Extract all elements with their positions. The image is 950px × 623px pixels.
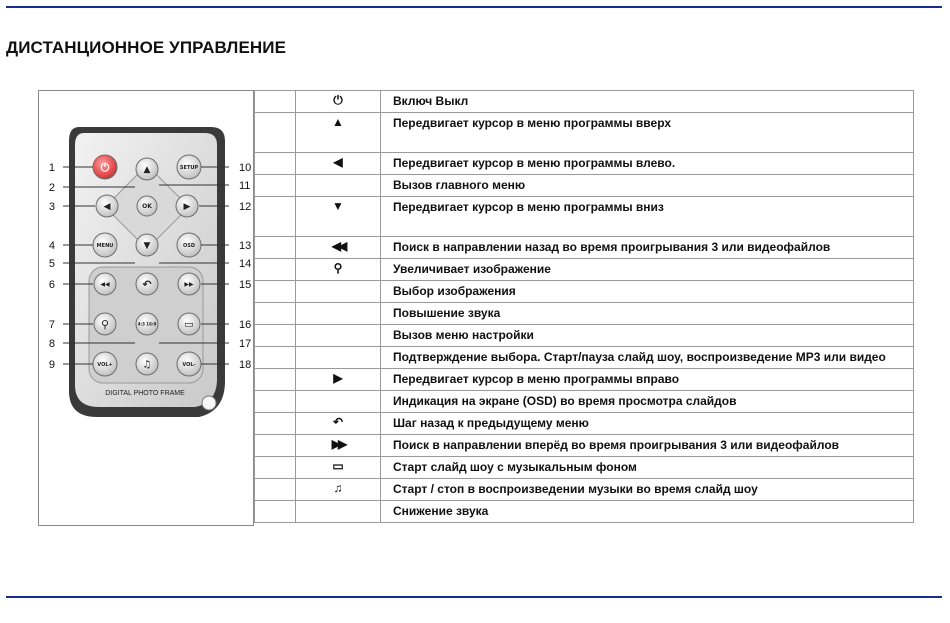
table-row: [255, 347, 914, 369]
row-number-cell: [255, 413, 296, 435]
up-button[interactable]: [136, 158, 158, 180]
row-description: Снижение звука: [381, 501, 914, 523]
svg-text:▲: ▲: [143, 165, 151, 176]
table-row: [255, 91, 914, 113]
table-row: [255, 501, 914, 523]
svg-text:SETUP: SETUP: [179, 164, 199, 171]
row-description: Индикация на экране (OSD) во время просмотра слайдов: [381, 391, 914, 413]
row-number-cell: [255, 391, 296, 413]
table-row: [255, 303, 914, 325]
bottom-rule: [6, 596, 942, 598]
row-description: Повышение звука: [381, 303, 914, 325]
row-description: Шаг назад к предыдущему меню: [381, 413, 914, 435]
row-description: Передвигает курсор в меню программы вверх: [381, 113, 914, 153]
zoom-button[interactable]: [94, 313, 116, 335]
svg-text:11: 11: [239, 180, 251, 192]
row-icon-cell: [296, 303, 381, 325]
row-number-cell: [255, 281, 296, 303]
svg-text:OSD: OSD: [182, 242, 196, 249]
row-icon-cell: [296, 197, 381, 237]
row-icon-cell: [296, 113, 381, 153]
row-number-cell: [255, 369, 296, 391]
return-icon: ↶: [332, 415, 344, 429]
vol-minus-button[interactable]: [177, 352, 201, 376]
remote-control-illustration: [39, 91, 255, 527]
row-number-cell: [255, 347, 296, 369]
page-title: ДИСТАНЦИОННОЕ УПРАВЛЕНИЕ: [6, 38, 287, 57]
row-number-cell: [255, 91, 296, 113]
table-row: [255, 113, 914, 153]
power-icon: ⏻: [333, 93, 343, 107]
row-number-cell: [255, 113, 296, 153]
table-row: [255, 413, 914, 435]
svg-text:VOL+: VOL+: [97, 361, 113, 368]
table-row: [255, 197, 914, 237]
table-row: [255, 457, 914, 479]
svg-text:2: 2: [48, 182, 55, 194]
music-icon: ♫: [333, 481, 343, 495]
table-row: [255, 391, 914, 413]
top-rule: [6, 6, 942, 8]
svg-text:4: 4: [48, 240, 55, 252]
row-description: Подтверждение выбора. Старт/пауза слайд шоу, воспроизведение МР3 или видео: [381, 347, 914, 369]
vol-plus-button[interactable]: [93, 352, 117, 376]
row-icon-cell: [296, 153, 381, 175]
row-number-cell: [255, 479, 296, 501]
remote-image-cell: [38, 90, 254, 526]
zoom-icon: ⚲: [333, 261, 343, 275]
row-number-cell: [255, 501, 296, 523]
svg-text:17: 17: [239, 338, 252, 350]
power-button[interactable]: [93, 155, 117, 179]
row-number-cell: [255, 197, 296, 237]
svg-text:10: 10: [239, 162, 252, 174]
svg-text:⏻: ⏻: [100, 160, 110, 174]
svg-text:▶: ▶: [183, 202, 191, 213]
row-number-cell: [255, 153, 296, 175]
right-button[interactable]: [176, 195, 198, 217]
svg-text:♫: ♫: [142, 359, 152, 371]
setup-button[interactable]: [177, 155, 201, 179]
svg-text:⚲: ⚲: [100, 317, 110, 331]
row-number-cell: [255, 303, 296, 325]
svg-text:9: 9: [48, 359, 55, 371]
row-description: Вызов главного меню: [381, 175, 914, 197]
row-icon-cell: [296, 347, 381, 369]
slideshow-icon: ▭: [332, 459, 344, 473]
svg-text:↶: ↶: [142, 277, 152, 291]
row-number-cell: [255, 259, 296, 281]
svg-text:5: 5: [48, 258, 55, 270]
row-icon-cell: [296, 501, 381, 523]
return-button[interactable]: [136, 273, 158, 295]
row-icon-cell: [296, 479, 381, 501]
svg-text:▶▶: ▶▶: [184, 281, 194, 289]
svg-text:1: 1: [48, 162, 55, 174]
row-icon-cell: [296, 175, 381, 197]
down-button[interactable]: [136, 234, 158, 256]
row-icon-cell: [296, 281, 381, 303]
svg-text:4:3 16:9: 4:3 16:9: [137, 321, 157, 327]
svg-text:16: 16: [239, 319, 252, 331]
row-number-cell: [255, 325, 296, 347]
svg-text:12: 12: [239, 201, 252, 213]
menu-button[interactable]: [93, 233, 117, 257]
svg-text:8: 8: [48, 338, 55, 350]
row-description: Передвигает курсор в меню программы вправо: [381, 369, 914, 391]
svg-text:OK: OK: [142, 203, 152, 211]
svg-text:18: 18: [239, 359, 252, 371]
table-row: [255, 153, 914, 175]
slideshow-button[interactable]: [178, 313, 200, 335]
ratio-button[interactable]: [136, 313, 158, 335]
arrow-left-icon: ◀: [333, 155, 343, 169]
row-icon-cell: [296, 259, 381, 281]
remote-corner-hole: [202, 396, 216, 410]
rewind-icon: ◀◀: [331, 239, 345, 253]
row-icon-cell: [296, 457, 381, 479]
table-row: [255, 175, 914, 197]
table-row: [255, 281, 914, 303]
arrow-right-icon: ▶: [333, 371, 343, 385]
row-icon-cell: [296, 435, 381, 457]
row-icon-cell: [296, 369, 381, 391]
table-row: [255, 237, 914, 259]
row-description: Передвигает курсор в меню программы влево.: [381, 153, 914, 175]
row-number-cell: [255, 175, 296, 197]
row-description: Старт / стоп в воспроизведении музыки во время слайд шоу: [381, 479, 914, 501]
svg-text:MENU: MENU: [96, 242, 114, 249]
row-icon-cell: [296, 325, 381, 347]
table-row: [255, 435, 914, 457]
table-row: [255, 479, 914, 501]
row-icon-cell: [296, 413, 381, 435]
row-icon-cell: [296, 91, 381, 113]
row-description: Включ Выкл: [381, 91, 914, 113]
svg-text:◀◀: ◀◀: [100, 281, 110, 289]
row-description: Передвигает курсор в меню программы вниз: [381, 197, 914, 237]
left-button[interactable]: [96, 195, 118, 217]
fast-forward-icon: ▶▶: [331, 437, 345, 451]
svg-text:▭: ▭: [184, 319, 194, 331]
remote-label: DIGITAL PHOTO FRAME: [105, 390, 185, 397]
table-row: [255, 325, 914, 347]
svg-text:▼: ▼: [143, 241, 151, 252]
row-description: Поиск в направлении вперёд во время проигрывания 3 или видеофайлов: [381, 435, 914, 457]
row-number-cell: [255, 457, 296, 479]
ok-button[interactable]: [137, 196, 157, 216]
arrow-up-icon: ▲: [332, 115, 344, 129]
svg-text:15: 15: [239, 279, 252, 291]
table-row: [255, 369, 914, 391]
row-description: Старт слайд шоу с музыкальным фоном: [381, 457, 914, 479]
table-row: [255, 259, 914, 281]
svg-text:7: 7: [48, 319, 55, 331]
svg-text:VOL-: VOL-: [182, 361, 196, 368]
row-number-cell: [255, 237, 296, 259]
rewind-button[interactable]: [94, 273, 116, 295]
row-description: Вызов меню настройки: [381, 325, 914, 347]
row-icon-cell: [296, 391, 381, 413]
svg-text:◀: ◀: [103, 202, 111, 213]
svg-text:6: 6: [48, 279, 55, 291]
row-description: Выбор изображения: [381, 281, 914, 303]
row-number-cell: [255, 435, 296, 457]
fast-forward-button[interactable]: [178, 273, 200, 295]
music-button[interactable]: [136, 353, 158, 375]
remote-key-table: [254, 90, 914, 523]
row-description: Увеличивает изображение: [381, 259, 914, 281]
row-description: Поиск в направлении назад во время проигрывания 3 или видеофайлов: [381, 237, 914, 259]
svg-text:14: 14: [239, 258, 252, 270]
svg-text:13: 13: [239, 240, 252, 252]
svg-text:3: 3: [48, 201, 55, 213]
arrow-down-icon: ▼: [332, 199, 344, 213]
osd-button[interactable]: [177, 233, 201, 257]
row-icon-cell: [296, 237, 381, 259]
